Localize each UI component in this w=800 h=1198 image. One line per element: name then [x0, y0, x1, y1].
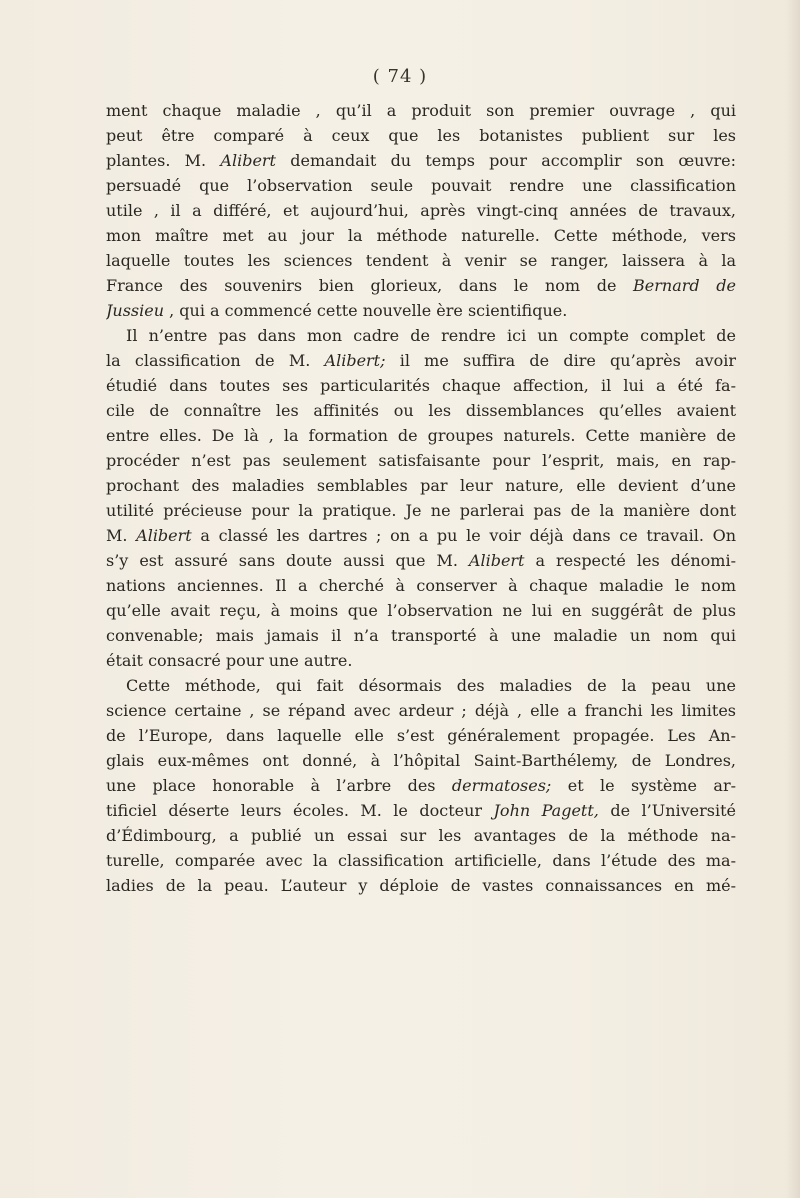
text-line	[106, 248, 736, 273]
text-segment: peut être comparé à ceux que les botanistes publient sur les	[106, 126, 736, 145]
text-segment: cile de connaître les affinités ou les dissemblances qu’elles avaient	[106, 401, 736, 420]
italic-name: Alibert	[468, 551, 525, 570]
text-line	[106, 598, 736, 623]
text-line	[106, 423, 736, 448]
text-segment: France des souvenirs bien glorieux, dans le nom de	[106, 276, 634, 295]
text-line	[106, 323, 736, 348]
text-line	[106, 273, 736, 298]
text-segment: était consacré pour une autre.	[106, 651, 353, 670]
italic-name: Alibert	[220, 151, 276, 170]
italic-name: Alibert;	[324, 351, 386, 370]
text-segment: a classé les dartres ; on a pu le voir déjà dans ce travail. On	[191, 526, 736, 545]
text-segment: persuadé que l’observation seule pouvait rendre une classification	[106, 176, 736, 195]
text-line	[106, 448, 736, 473]
text-line	[106, 698, 736, 723]
body-text	[106, 98, 736, 898]
page-edge-shadow	[786, 0, 800, 1198]
italic-name: John Pagett,	[493, 801, 599, 820]
text-segment: a respecté les dénomi-	[524, 551, 736, 570]
text-segment: science certaine , se répand avec ardeur ; déjà , elle a franchi les limites	[106, 701, 736, 720]
text-line	[106, 198, 736, 223]
text-segment: turelle, comparée avec la classification artificielle, dans l’étude des ma-	[106, 851, 736, 870]
text-segment: de l’Europe, dans laquelle elle s’est généralement propagée. Les An-	[106, 726, 736, 745]
text-segment: d’Édimbourg, a publié un essai sur les avantages de la méthode na-	[106, 826, 736, 845]
text-segment: convenable; mais jamais il n’a transporté à une maladie un nom qui	[106, 626, 736, 645]
text-segment: étudié dans toutes ses particularités chaque affection, il lui a été fa-	[106, 376, 736, 395]
text-line	[106, 498, 736, 523]
text-segment: ment chaque maladie , qu’il a produit son premier ouvrage , qui	[106, 101, 736, 120]
text-segment: tificiel déserte leurs écoles. M. le docteur	[106, 801, 494, 820]
text-line	[106, 473, 736, 498]
text-segment: plantes. M.	[106, 151, 221, 170]
text-segment: glais eux-mêmes ont donné, à l’hôpital Saint-Barthélemy, de Londres,	[106, 751, 736, 770]
text-line	[106, 848, 736, 873]
text-line	[106, 623, 736, 648]
text-line	[106, 798, 736, 823]
text-line	[106, 348, 736, 373]
text-segment: nations anciennes. Il a cherché à conserver à chaque maladie le nom	[106, 576, 736, 595]
text-line	[106, 148, 736, 173]
text-segment: Cette méthode, qui fait désormais des maladies de la peau une	[126, 676, 736, 695]
text-segment: mon maître met au jour la méthode naturelle. Cette méthode, vers	[106, 226, 736, 245]
text-segment: procéder n’est pas seulement satisfaisante pour l’esprit, mais, en rap-	[106, 451, 736, 470]
text-segment: demandait du temps pour accomplir son œuvre:	[275, 151, 736, 170]
text-segment: laquelle toutes les sciences tendent à venir se ranger, laissera à la	[106, 251, 736, 270]
text-line	[106, 173, 736, 198]
text-segment: utilité précieuse pour la pratique. Je ne parlerai pas de la manière dont	[106, 501, 736, 520]
text-segment: utile , il a différé, et aujourd’hui, après vingt-cinq années de travaux,	[106, 201, 736, 220]
text-line	[106, 523, 736, 548]
text-line	[106, 548, 736, 573]
text-line	[106, 748, 736, 773]
text-line	[106, 398, 736, 423]
text-line	[106, 648, 736, 673]
italic-name: Jussieu	[106, 301, 165, 320]
text-line	[106, 223, 736, 248]
text-segment: entre elles. De là , la formation de groupes naturels. Cette manière de	[106, 426, 736, 445]
text-line	[106, 298, 736, 323]
text-segment: une place honorable à l’arbre des	[106, 776, 452, 795]
text-segment: et le système ar-	[551, 776, 736, 795]
text-line	[106, 123, 736, 148]
text-segment: de l’Université	[598, 801, 736, 820]
text-segment: , qui a commencé cette nouvelle ère scientifique.	[164, 301, 568, 320]
text-line	[106, 773, 736, 798]
text-segment: la classification de M.	[106, 351, 325, 370]
text-segment: ladies de la peau. L’auteur y déploie de vastes connaissances en mé-	[106, 876, 736, 895]
text-line	[106, 98, 736, 123]
text-line	[106, 573, 736, 598]
text-segment: Il n’entre pas dans mon cadre de rendre ici un compte complet de	[126, 326, 736, 345]
page-number: ( 74 )	[372, 66, 428, 87]
text-line	[106, 823, 736, 848]
text-segment: prochant des maladies semblables par leur nature, elle devient d’une	[106, 476, 736, 495]
text-segment: M.	[106, 526, 137, 545]
text-segment: s’y est assuré sans doute aussi que M.	[106, 551, 469, 570]
text-segment: il me suffira de dire qu’après avoir	[385, 351, 736, 370]
italic-name: Alibert	[136, 526, 192, 545]
text-line	[106, 673, 736, 698]
italic-name: Bernard de	[633, 276, 736, 295]
text-line	[106, 373, 736, 398]
text-line	[106, 723, 736, 748]
text-segment: qu’elle avait reçu, à moins que l’observation ne lui en suggérât de plus	[106, 601, 736, 620]
text-line	[106, 873, 736, 898]
italic-name: dermatoses;	[451, 776, 552, 795]
